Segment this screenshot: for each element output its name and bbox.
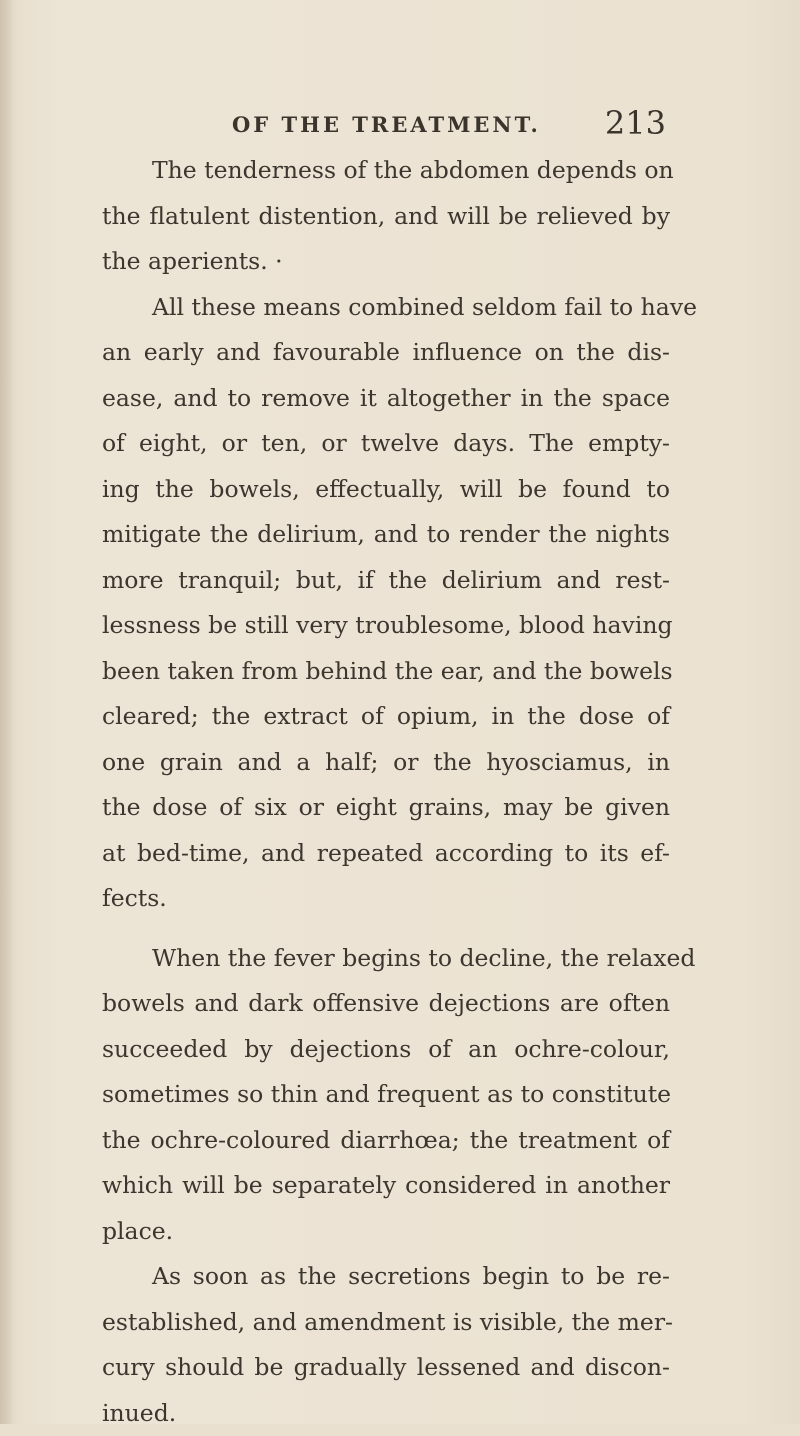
text-line: sometimes so thin and frequent as to constitute bbox=[102, 1072, 670, 1118]
page-number: 213 bbox=[605, 104, 666, 142]
page-gutter bbox=[0, 0, 14, 1424]
text-line: the flatulent distention, and will be relieved by bbox=[102, 194, 670, 240]
paragraph-gap bbox=[102, 922, 670, 936]
text-line: place. bbox=[102, 1209, 670, 1255]
text-line: the aperients. · bbox=[102, 239, 670, 285]
text-line: an early and favourable influence on the dis- bbox=[102, 330, 670, 376]
text-line: cury should be gradually lessened and discon- bbox=[102, 1345, 670, 1391]
text-line: the ochre-coloured diarrhœa; the treatment of bbox=[102, 1118, 670, 1164]
text-line: more tranquil; but, if the delirium and rest- bbox=[102, 558, 670, 604]
text-line: succeeded by dejections of an ochre-colour, bbox=[102, 1027, 670, 1073]
text-line: As soon as the secretions begin to be re- bbox=[102, 1254, 670, 1300]
text-line: lessness be still very troublesome, blood having bbox=[102, 603, 670, 649]
text-line: at bed-time, and repeated according to its ef- bbox=[102, 831, 670, 877]
text-line: cleared; the extract of opium, in the dose of bbox=[102, 694, 670, 740]
text-line: been taken from behind the ear, and the bowels bbox=[102, 649, 670, 695]
text-line: ing the bowels, effectually, will be found to bbox=[102, 467, 670, 513]
page-header bbox=[232, 104, 666, 140]
text-line: All these means combined seldom fail to have bbox=[102, 285, 670, 331]
body-text bbox=[102, 148, 670, 1436]
text-line: inued. bbox=[102, 1391, 670, 1436]
text-line: one grain and a half; or the hyosciamus, in bbox=[102, 740, 670, 786]
running-head: OF THE TREATMENT. bbox=[232, 112, 541, 137]
text-line: fects. bbox=[102, 876, 670, 922]
text-line: ease, and to remove it altogether in the space bbox=[102, 376, 670, 422]
text-line: which will be separately considered in another bbox=[102, 1163, 670, 1209]
text-line: The tenderness of the abdomen depends on bbox=[102, 148, 670, 194]
text-line: established, and amendment is visible, the mer- bbox=[102, 1300, 670, 1346]
text-line: of eight, or ten, or twelve days. The empty- bbox=[102, 421, 670, 467]
text-line: When the fever begins to decline, the relaxed bbox=[102, 936, 670, 982]
text-line: the dose of six or eight grains, may be given bbox=[102, 785, 670, 831]
text-line: mitigate the delirium, and to render the nights bbox=[102, 512, 670, 558]
text-line: bowels and dark offensive dejections are often bbox=[102, 981, 670, 1027]
